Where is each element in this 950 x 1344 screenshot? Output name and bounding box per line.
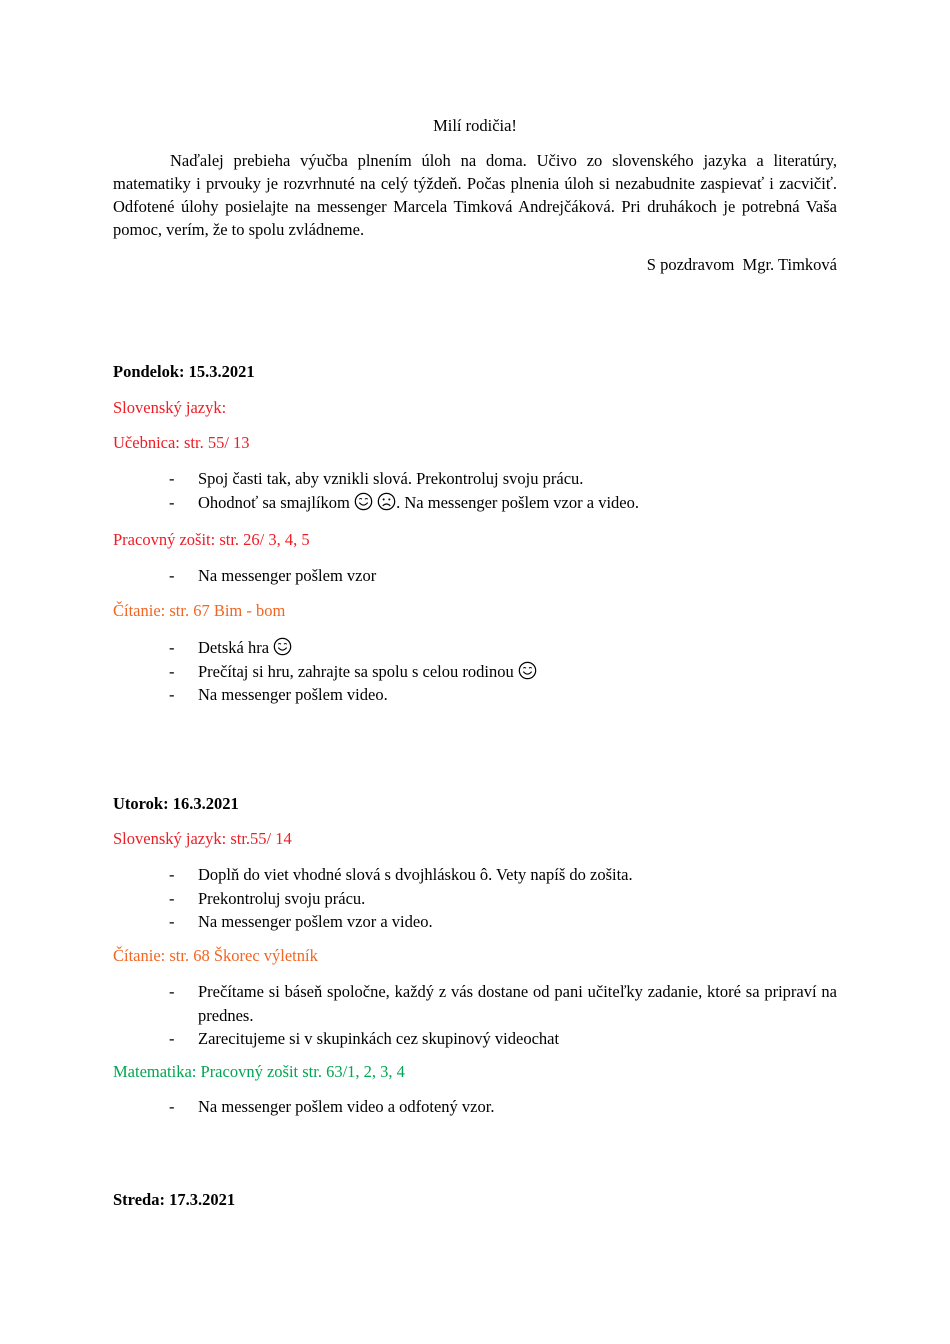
list-item: - Spoj časti tak, aby vznikli slová. Prekontroluj svoju prácu. xyxy=(113,467,837,491)
list-item: - Na messenger pošlem video a odfotený vzor. xyxy=(113,1095,837,1119)
list-item: - Prečítame si báseň spoločne, každý z vás dostane od pani učiteľky zadanie, ktoré sa pripraví na prednes. xyxy=(169,982,837,1025)
list-item: - Ohodnoť sa smajlíkom . Na messenger pošlem vzor a video. xyxy=(113,491,837,515)
smiling-face-icon xyxy=(273,637,292,656)
monday-title: Pondelok: 15.3.2021 xyxy=(113,362,255,381)
tuesday-sk-tasks xyxy=(113,863,837,934)
bullet-dash: - xyxy=(169,982,175,1001)
tuesday-math-heading: Matematika: Pracovný zošit str. 63/1, 2, 3, 4 xyxy=(113,1062,405,1081)
bullet-dash: - xyxy=(169,638,175,657)
intro-text: Naďalej prebieha výučba plnením úloh na doma. Učivo zo slovenského jazyka a literatúry, matematiky i prvouky je rozvrhnuté na celý týždeň. Počas plnenia úloh si nezabudnite zaspievať i zacvičiť. Odfotené úlohy posielajte na messenger Marcela Timková Andrejčáková. Pri druhákoch je potrebná Vaša pomoc, verím, že to spolu zvládneme. xyxy=(113,151,837,239)
tuesday-reading-heading: Čítanie: str. 68 Škorec výletník xyxy=(113,946,318,965)
list-item: - Zarecitujeme si v skupinkách cez skupinový videochat xyxy=(113,1027,837,1051)
bullet-dash: - xyxy=(169,1029,175,1048)
list-item: - Prečítaj si hru, zahrajte sa spolu s celou rodinou xyxy=(113,660,837,684)
bullet-dash: - xyxy=(169,661,175,681)
tuesday-reading-tasks xyxy=(113,980,837,1051)
smiling-face-icon xyxy=(518,661,537,680)
list-item: - Na messenger pošlem vzor xyxy=(113,564,837,588)
monday-workbook-heading: Pracovný zošit: str. 26/ 3, 4, 5 xyxy=(113,530,310,549)
monday-workbook-tasks xyxy=(113,564,837,588)
bullet-dash: - xyxy=(169,492,175,512)
tuesday-math-tasks xyxy=(113,1095,837,1119)
monday-textbook-tasks xyxy=(113,467,837,514)
tuesday-sk-heading: Slovenský jazyk: str.55/ 14 xyxy=(113,829,292,848)
bullet-dash: - xyxy=(169,469,175,488)
bullet-dash: - xyxy=(169,1097,175,1116)
frowning-face-icon xyxy=(377,492,396,511)
signoff: S pozdravom Mgr. Timková xyxy=(646,255,837,274)
monday-reading-heading: Čítanie: str. 67 Bim - bom xyxy=(113,601,286,620)
bullet-dash: - xyxy=(169,685,175,704)
document-page xyxy=(113,0,837,1344)
list-item: - Na messenger pošlem video. xyxy=(113,683,837,707)
intro-paragraph xyxy=(113,149,837,241)
list-item: - Prekontroluj svoju prácu. xyxy=(113,887,837,911)
list-item: - Doplň do viet vhodné slová s dvojhláskou ô. Vety napíš do zošita. xyxy=(113,863,837,887)
greeting: Milí rodičia! xyxy=(433,116,517,135)
monday-textbook-heading: Učebnica: str. 55/ 13 xyxy=(113,433,250,452)
monday-reading-tasks xyxy=(113,636,837,707)
wednesday-title: Streda: 17.3.2021 xyxy=(113,1190,236,1209)
bullet-dash: - xyxy=(169,865,175,884)
smiling-face-icon xyxy=(354,492,373,511)
bullet-dash: - xyxy=(169,566,175,585)
tuesday-title: Utorok: 16.3.2021 xyxy=(113,794,239,813)
list-item: - Detská hra xyxy=(113,636,837,660)
bullet-dash: - xyxy=(169,912,175,931)
list-item: - Na messenger pošlem vzor a video. xyxy=(113,910,837,934)
monday-sk-heading: Slovenský jazyk: xyxy=(113,398,227,417)
bullet-dash: - xyxy=(169,888,175,908)
